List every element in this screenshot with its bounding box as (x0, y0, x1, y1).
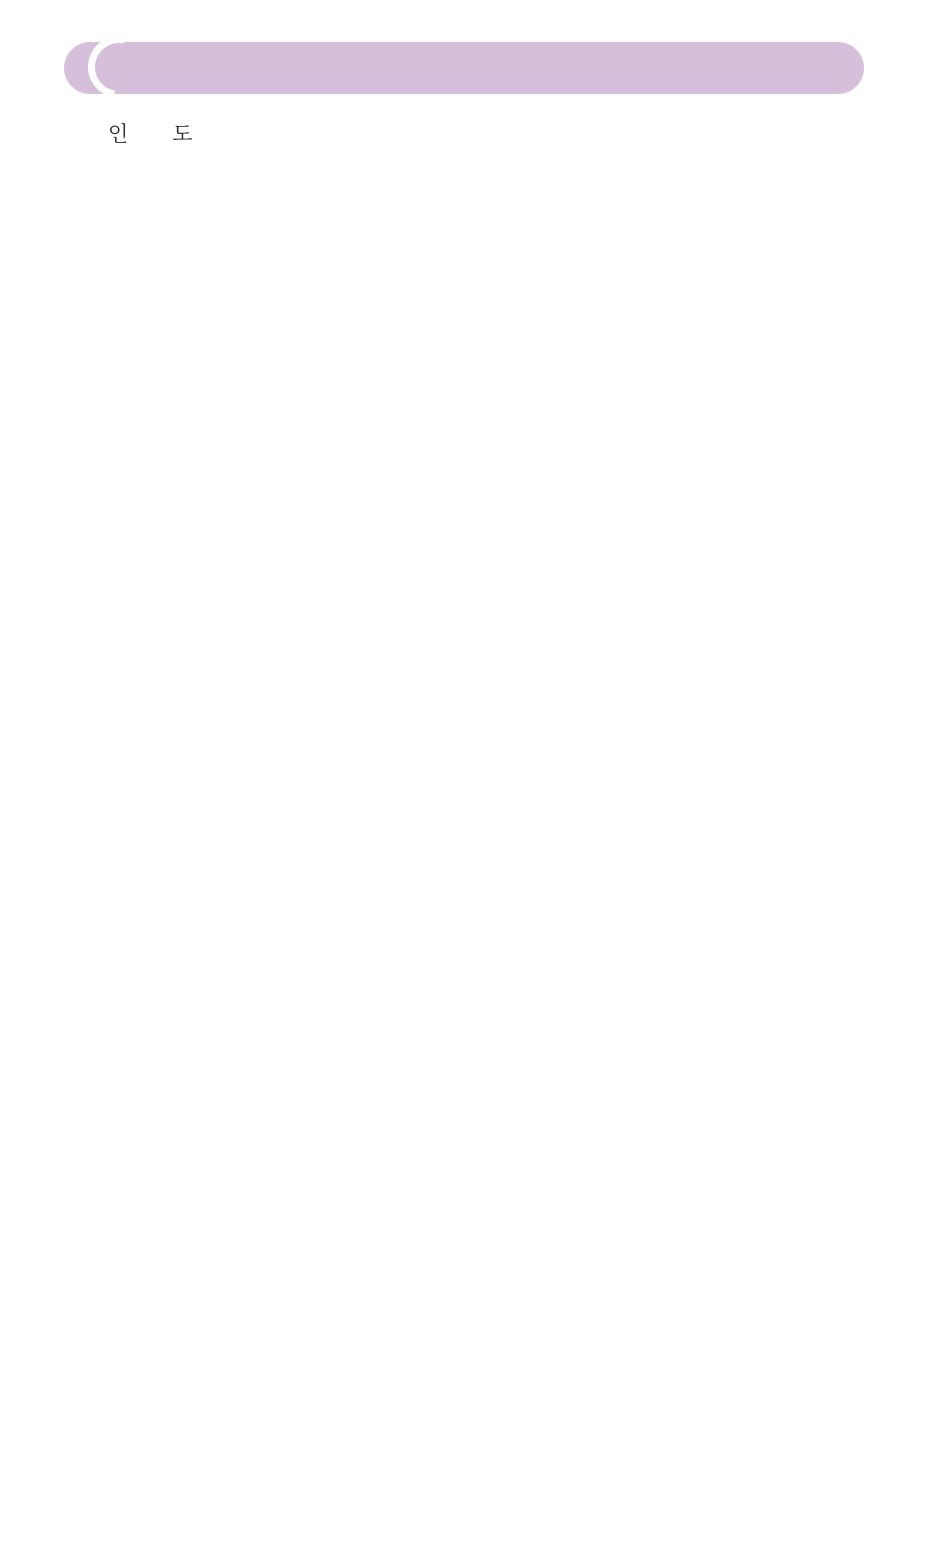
leaders-label: 인 도 (108, 122, 193, 146)
service-3 (660, 118, 830, 148)
service-2 (448, 118, 618, 148)
banner-curl-decoration (76, 24, 162, 110)
title-banner (64, 42, 864, 94)
service-1 (236, 118, 406, 148)
